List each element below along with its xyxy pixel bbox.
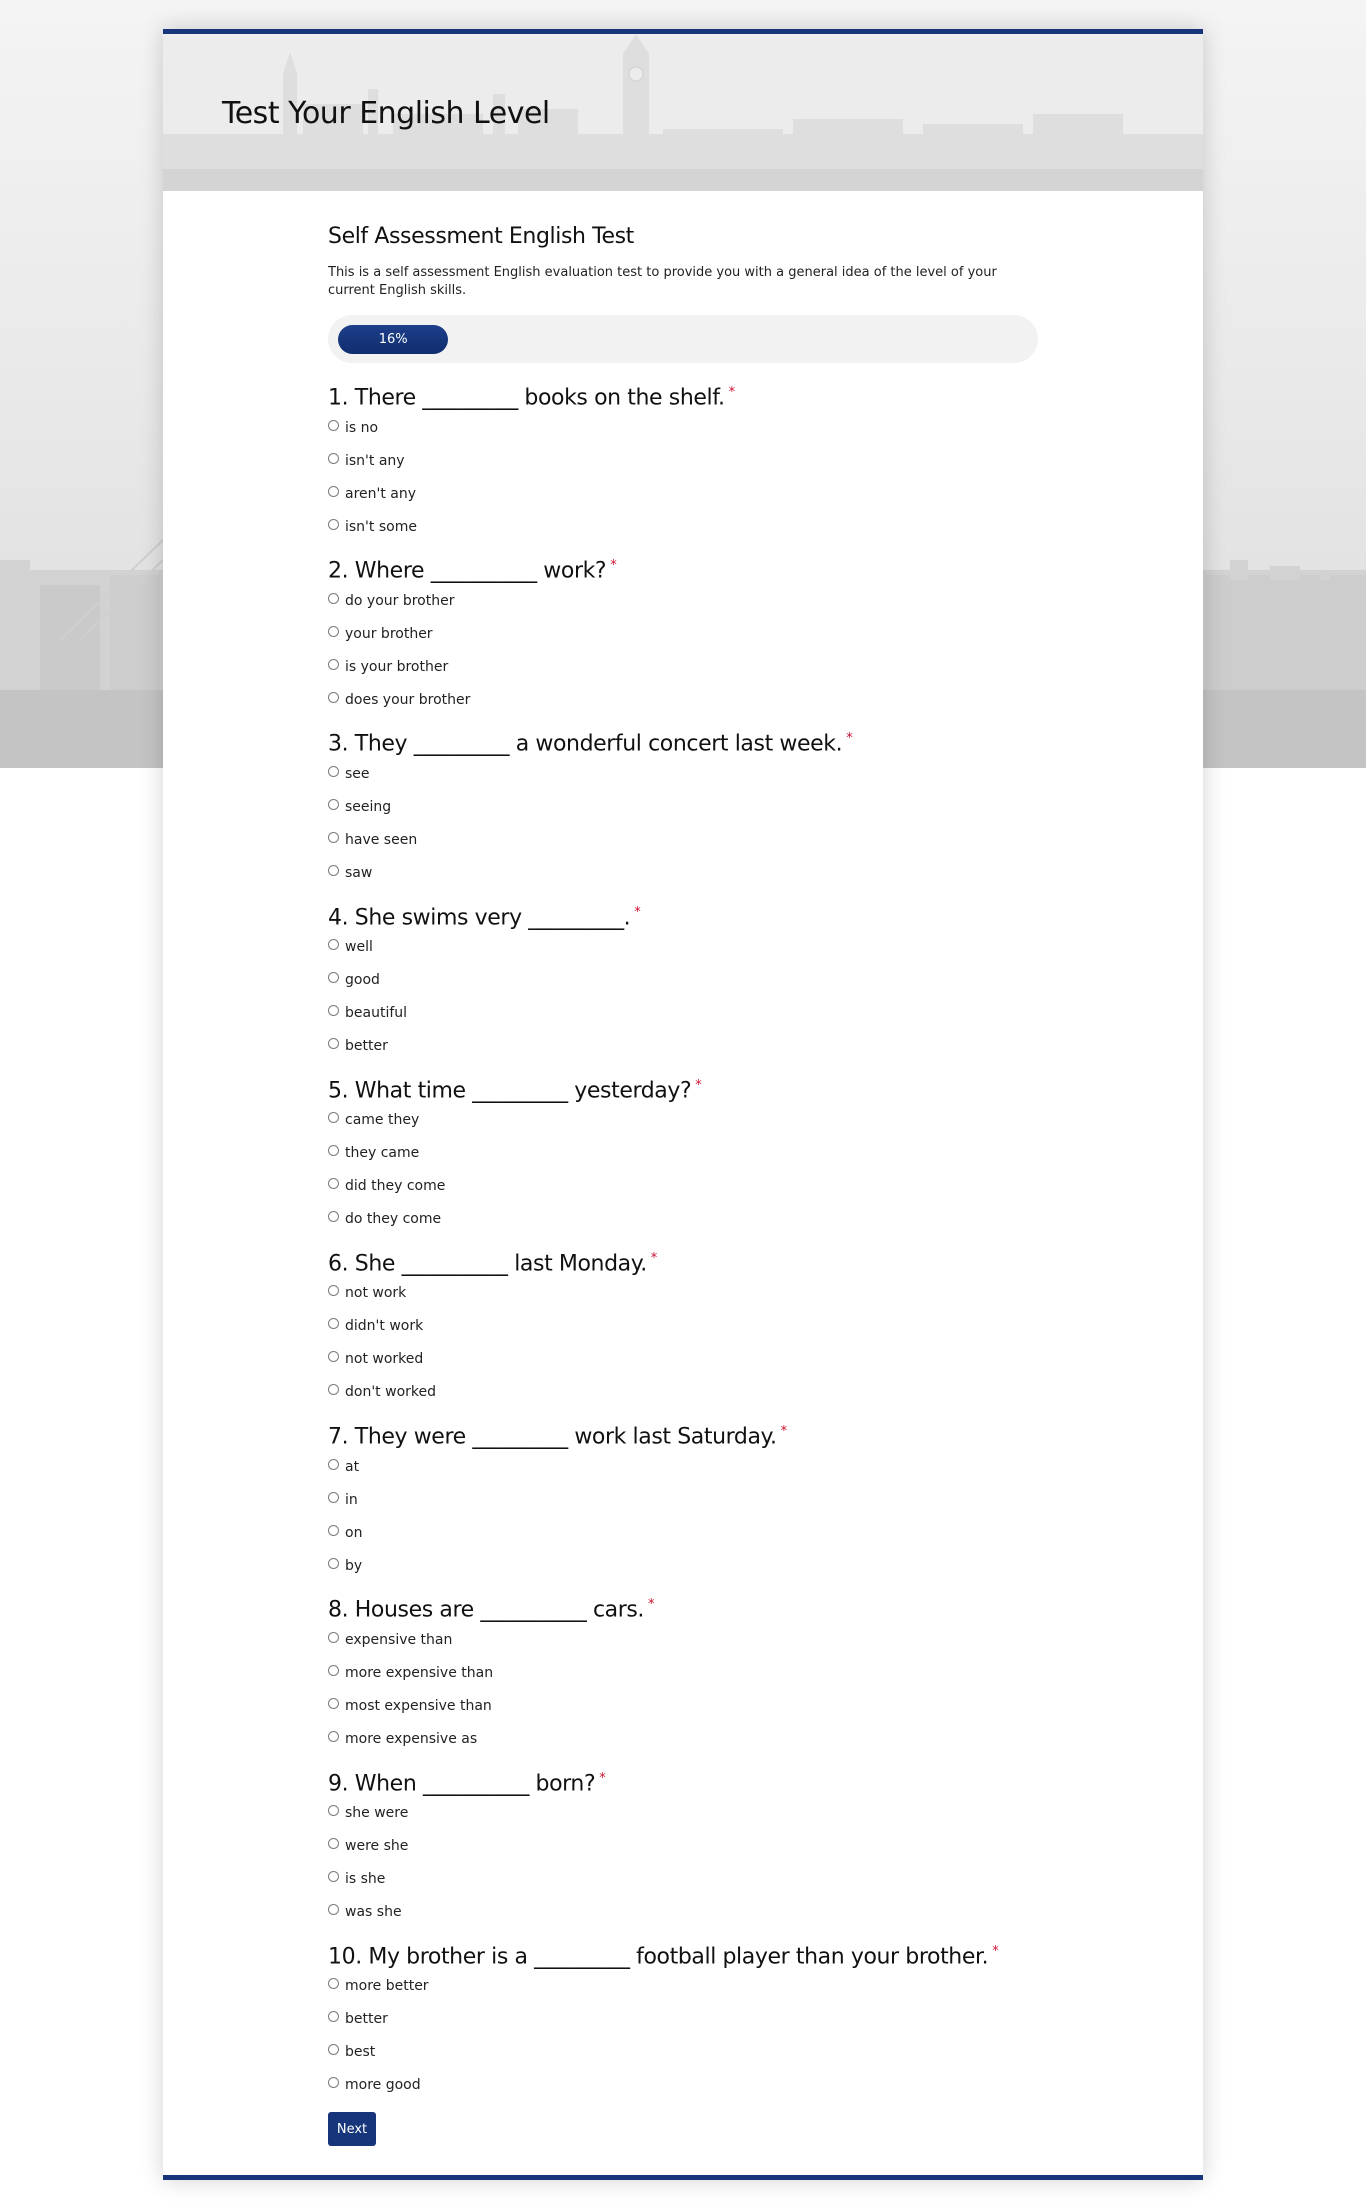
answer-option-label: she were <box>345 1805 409 1821</box>
radio-button[interactable] <box>328 626 339 637</box>
answer-option-label: is no <box>345 419 379 436</box>
question-title <box>328 1415 1043 1448</box>
answer-option-label: more expensive as <box>345 1730 478 1747</box>
answer-option[interactable] <box>328 1137 1043 1170</box>
radio-button[interactable] <box>328 420 339 431</box>
answer-option-label: better <box>345 1038 388 1055</box>
answer-option-label: is she <box>345 1871 386 1887</box>
answer-option[interactable] <box>328 1896 1043 1929</box>
radio-button[interactable] <box>328 1145 339 1156</box>
radio-button[interactable] <box>328 1731 339 1742</box>
answer-option[interactable] <box>328 1030 1043 1063</box>
radio-button[interactable] <box>328 1665 339 1676</box>
radio-button[interactable] <box>328 1904 339 1915</box>
answer-option[interactable] <box>328 1549 1043 1582</box>
radio-button[interactable] <box>328 1005 339 1016</box>
form-content <box>328 224 1043 2108</box>
question-title <box>328 722 1043 755</box>
radio-button[interactable] <box>328 1038 339 1049</box>
answer-option[interactable] <box>328 584 1043 617</box>
answer-option[interactable] <box>328 1689 1043 1722</box>
question-text: 1. There _________ books on the shelf. <box>328 385 725 411</box>
answer-option-label: do your brother <box>345 592 455 609</box>
answer-option[interactable] <box>328 1170 1043 1203</box>
radio-button[interactable] <box>328 1698 339 1709</box>
radio-button[interactable] <box>328 1178 339 1189</box>
answer-option-label: came they <box>345 1112 420 1129</box>
radio-button[interactable] <box>328 519 339 530</box>
answer-option-label: is your brother <box>345 658 449 675</box>
required-asterisk: * <box>992 1943 999 1959</box>
answer-option[interactable] <box>328 510 1043 543</box>
answer-option-label: see <box>345 765 370 782</box>
answer-option[interactable] <box>328 1277 1043 1310</box>
answer-option-label: best <box>345 2044 376 2061</box>
required-asterisk: * <box>846 731 853 747</box>
answer-option[interactable] <box>328 2003 1043 2036</box>
answer-options <box>328 411 1043 543</box>
answer-option[interactable] <box>328 1970 1043 2003</box>
answer-option-label: do they come <box>345 1211 442 1228</box>
required-asterisk: * <box>610 558 617 574</box>
form-title: Self Assessment English Test <box>328 224 634 249</box>
answer-option-label: does your brother <box>345 691 471 708</box>
required-asterisk: * <box>650 1250 657 1266</box>
radio-button[interactable] <box>328 486 339 497</box>
question-2 <box>328 549 1043 722</box>
radio-button[interactable] <box>328 1318 339 1329</box>
radio-button[interactable] <box>328 1285 339 1296</box>
answer-options <box>328 1623 1043 1755</box>
answer-option[interactable] <box>328 1830 1043 1863</box>
answer-option[interactable] <box>328 1797 1043 1830</box>
answer-option-label: beautiful <box>345 1005 408 1022</box>
radio-button[interactable] <box>328 1558 339 1569</box>
header-title: Test Your English Level <box>222 96 550 131</box>
radio-button[interactable] <box>328 2077 339 2088</box>
answer-option-label: more better <box>345 1978 429 1995</box>
answer-options <box>328 1797 1043 1929</box>
question-title <box>328 549 1043 582</box>
radio-button[interactable] <box>328 832 339 843</box>
answer-option-label: isn't some <box>345 518 417 535</box>
answer-option[interactable] <box>328 931 1043 964</box>
answer-option[interactable] <box>328 444 1043 477</box>
answer-option[interactable] <box>328 1656 1043 1689</box>
answer-options <box>328 757 1043 889</box>
answer-option[interactable] <box>328 964 1043 997</box>
radio-button[interactable] <box>328 692 339 703</box>
radio-button[interactable] <box>328 1112 339 1123</box>
answer-option-label: have seen <box>345 831 418 848</box>
answer-option-label: not work <box>345 1285 407 1302</box>
radio-button[interactable] <box>328 593 339 604</box>
answer-option[interactable] <box>328 1376 1043 1409</box>
radio-button[interactable] <box>328 1459 339 1470</box>
answer-option[interactable] <box>328 617 1043 650</box>
question-title <box>328 1935 1043 1968</box>
question-8 <box>328 1588 1043 1761</box>
answer-option[interactable] <box>328 1623 1043 1656</box>
question-3 <box>328 722 1043 895</box>
question-text: 9. When __________ born? <box>328 1770 596 1796</box>
progress-bar <box>328 315 1038 363</box>
answer-option-label: better <box>345 2011 388 2028</box>
answer-option-label: at <box>345 1458 360 1475</box>
question-title <box>328 376 1043 409</box>
answer-option[interactable] <box>328 1722 1043 1755</box>
answer-option-label: didn't work <box>345 1318 424 1335</box>
question-text: 7. They were _________ work last Saturday. <box>328 1424 777 1450</box>
question-text: 8. Houses are __________ cars. <box>328 1597 645 1623</box>
question-text: 10. My brother is a _________ football player than your brother. <box>328 1944 989 1970</box>
answer-option-label: good <box>345 972 380 989</box>
answer-option[interactable] <box>328 411 1043 444</box>
assessment-card <box>163 29 1203 2180</box>
answer-option[interactable] <box>328 683 1043 716</box>
answer-option-label: more expensive than <box>345 1664 494 1681</box>
answer-options <box>328 1450 1043 1582</box>
answer-option-label: seeing <box>345 798 392 815</box>
answer-option[interactable] <box>328 2036 1043 2069</box>
question-text: 3. They _________ a wonderful concert last week. <box>328 731 843 757</box>
answer-option-label: expensive than <box>345 1631 453 1648</box>
answer-option[interactable] <box>328 1483 1043 1516</box>
required-asterisk: * <box>648 1597 655 1613</box>
radio-button[interactable] <box>328 659 339 670</box>
answer-option-label: don't worked <box>345 1384 436 1401</box>
radio-button[interactable] <box>328 1351 339 1362</box>
required-asterisk: * <box>695 1077 702 1093</box>
answer-option[interactable] <box>328 1310 1043 1343</box>
radio-button[interactable] <box>328 2011 339 2022</box>
question-6 <box>328 1242 1043 1415</box>
radio-button[interactable] <box>328 939 339 950</box>
answer-option-label: isn't any <box>345 452 405 469</box>
answer-option-label: did they come <box>345 1178 446 1195</box>
question-text: 5. What time _________ yesterday? <box>328 1078 692 1104</box>
question-4 <box>328 896 1043 1069</box>
question-10 <box>328 1935 1043 2108</box>
radio-button[interactable] <box>328 865 339 876</box>
radio-button[interactable] <box>328 453 339 464</box>
answer-option-label: was she <box>345 1904 402 1920</box>
answer-option[interactable] <box>328 856 1043 889</box>
progress-bar-fill: 16% <box>338 325 448 354</box>
question-text: 6. She __________ last Monday. <box>328 1251 647 1277</box>
questions-list <box>328 376 1043 2108</box>
question-text: 2. Where __________ work? <box>328 558 607 584</box>
answer-option-label: in <box>345 1491 358 1508</box>
question-title <box>328 1588 1043 1621</box>
answer-option-label: by <box>345 1557 363 1574</box>
answer-option[interactable] <box>328 1450 1043 1483</box>
form-description: This is a self assessment English evaluation test to provide you with a general idea of the level of your current English skills. <box>328 265 997 298</box>
next-button[interactable]: Next <box>328 2112 376 2146</box>
question-1 <box>328 376 1043 549</box>
answer-option[interactable] <box>328 823 1043 856</box>
header-banner <box>163 34 1203 191</box>
answer-option-label: on <box>345 1524 363 1541</box>
answer-option[interactable] <box>328 477 1043 510</box>
radio-button[interactable] <box>328 1211 339 1222</box>
answer-option[interactable] <box>328 1516 1043 1549</box>
answer-option-label: aren't any <box>345 485 417 502</box>
answer-option-label: more good <box>345 2077 421 2094</box>
answer-options <box>328 1277 1043 1409</box>
required-asterisk: * <box>780 1424 787 1440</box>
answer-option[interactable] <box>328 1863 1043 1896</box>
answer-option-label: most expensive than <box>345 1697 492 1714</box>
radio-button[interactable] <box>328 1871 339 1882</box>
answer-option[interactable] <box>328 790 1043 823</box>
answer-option-label: your brother <box>345 625 433 642</box>
question-title <box>328 1242 1043 1275</box>
required-asterisk: * <box>599 1770 606 1786</box>
question-text: 4. She swims very _________. <box>328 904 631 930</box>
radio-button[interactable] <box>328 1632 339 1643</box>
question-7 <box>328 1415 1043 1588</box>
answer-option[interactable] <box>328 1203 1043 1236</box>
answer-option-label: well <box>345 939 373 956</box>
answer-option[interactable] <box>328 1104 1043 1137</box>
radio-button[interactable] <box>328 1384 339 1395</box>
question-title <box>328 1762 1043 1795</box>
answer-option[interactable] <box>328 757 1043 790</box>
answer-option[interactable] <box>328 2069 1043 2102</box>
required-asterisk: * <box>634 904 641 920</box>
answer-option[interactable] <box>328 650 1043 683</box>
answer-options <box>328 1104 1043 1236</box>
answer-option-label: they came <box>345 1145 420 1162</box>
required-asterisk: * <box>728 385 735 400</box>
answer-option-label: saw <box>345 864 373 881</box>
radio-button[interactable] <box>328 2044 339 2055</box>
radio-button[interactable] <box>328 766 339 777</box>
question-9 <box>328 1762 1043 1935</box>
answer-option[interactable] <box>328 997 1043 1030</box>
radio-button[interactable] <box>328 1492 339 1503</box>
radio-button[interactable] <box>328 972 339 983</box>
radio-button[interactable] <box>328 1838 339 1849</box>
answer-option[interactable] <box>328 1343 1043 1376</box>
answer-option-label: not worked <box>345 1351 424 1368</box>
answer-options <box>328 931 1043 1063</box>
radio-button[interactable] <box>328 1805 339 1816</box>
question-title <box>328 1069 1043 1102</box>
answer-options <box>328 584 1043 716</box>
question-title <box>328 896 1043 929</box>
radio-button[interactable] <box>328 1978 339 1989</box>
answer-option-label: were she <box>345 1838 409 1854</box>
radio-button[interactable] <box>328 799 339 810</box>
answer-options <box>328 1970 1043 2102</box>
radio-button[interactable] <box>328 1525 339 1536</box>
question-5 <box>328 1069 1043 1242</box>
